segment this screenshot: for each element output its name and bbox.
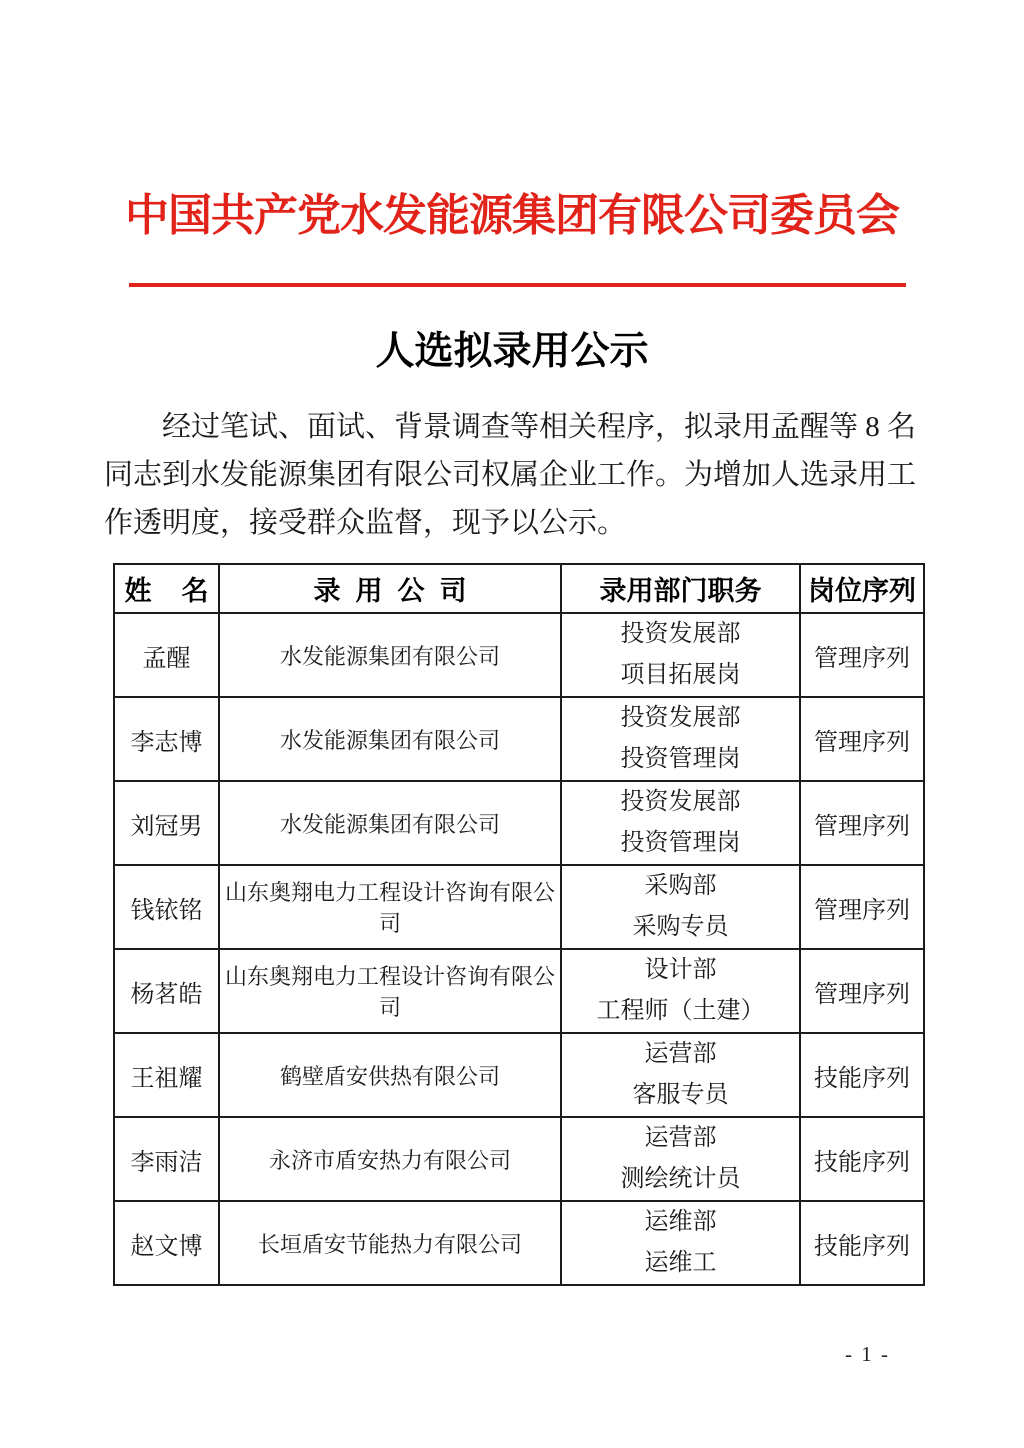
cell-dept-position xyxy=(561,949,800,1033)
cell-sequence: 管理序列 xyxy=(800,697,924,781)
cell-company: 水发能源集团有限公司 xyxy=(219,781,561,865)
cell-name: 刘冠男 xyxy=(114,781,219,865)
table-header-row xyxy=(114,564,924,613)
table-row xyxy=(114,1201,924,1285)
header-dept-position: 录用部门职务 xyxy=(561,564,800,613)
position-name: 客服专员 xyxy=(632,1082,729,1108)
cell-name: 李志博 xyxy=(114,697,219,781)
cell-company: 水发能源集团有限公司 xyxy=(219,697,561,781)
cell-company: 鹤壁盾安供热有限公司 xyxy=(219,1033,561,1117)
position-name: 运维工 xyxy=(644,1250,717,1276)
cell-sequence: 管理序列 xyxy=(800,949,924,1033)
table-row xyxy=(114,949,924,1033)
intro-line: 作透明度，接受群众监督，现予以公示。 xyxy=(104,507,627,539)
cell-sequence: 技能序列 xyxy=(800,1117,924,1201)
header-company: 录 用 公 司 xyxy=(219,564,561,613)
position-name: 投资管理岗 xyxy=(620,746,741,772)
table-row xyxy=(114,781,924,865)
cell-dept-position xyxy=(561,1201,800,1285)
doc-title: 人选拟录用公示 xyxy=(375,330,649,373)
position-name: 工程师（土建） xyxy=(596,998,765,1024)
cell-sequence: 技能序列 xyxy=(800,1033,924,1117)
table-row xyxy=(114,697,924,781)
cell-name: 孟醒 xyxy=(114,613,219,697)
table-row xyxy=(114,865,924,949)
intro-line: 经过笔试、面试、背景调查等相关程序，拟录用孟醒等 8 名 xyxy=(162,411,917,443)
org-title: 中国共产党水发能源集团有限公司委员会 xyxy=(125,191,899,240)
cell-sequence: 管理序列 xyxy=(800,613,924,697)
cell-dept-position xyxy=(561,613,800,697)
position-name: 投资管理岗 xyxy=(620,830,741,856)
cell-sequence: 管理序列 xyxy=(800,781,924,865)
dept-name: 运营部 xyxy=(644,1125,717,1151)
cell-dept-position xyxy=(561,697,800,781)
dept-name: 投资发展部 xyxy=(620,789,741,815)
cell-company: 山东奥翔电力工程设计咨询有限公司 xyxy=(219,949,561,1033)
dept-name: 运维部 xyxy=(644,1209,717,1235)
cell-dept-position xyxy=(561,1033,800,1117)
cell-dept-position xyxy=(561,1117,800,1201)
page-number: - 1 - xyxy=(845,1342,890,1366)
dept-name: 运营部 xyxy=(644,1041,717,1067)
table-row xyxy=(114,613,924,697)
intro-line: 同志到水发能源集团有限公司权属企业工作。为增加人选录用工 xyxy=(104,459,917,491)
dept-name: 设计部 xyxy=(644,957,717,983)
header-divider-rule xyxy=(129,283,906,287)
cell-company: 水发能源集团有限公司 xyxy=(219,613,561,697)
cell-company: 山东奥翔电力工程设计咨询有限公司 xyxy=(219,865,561,949)
table-body xyxy=(114,613,924,1285)
header-name: 姓 名 xyxy=(114,564,219,613)
intro-paragraph xyxy=(104,403,917,547)
cell-sequence: 管理序列 xyxy=(800,865,924,949)
cell-name: 杨茗皓 xyxy=(114,949,219,1033)
cell-sequence: 技能序列 xyxy=(800,1201,924,1285)
position-name: 采购专员 xyxy=(632,914,729,940)
position-name: 测绘统计员 xyxy=(620,1166,741,1192)
dept-name: 采购部 xyxy=(644,873,717,899)
table-head xyxy=(114,564,924,613)
position-name: 项目拓展岗 xyxy=(620,662,741,688)
cell-name: 李雨洁 xyxy=(114,1117,219,1201)
hiring-table xyxy=(113,563,925,1286)
dept-name: 投资发展部 xyxy=(620,621,741,647)
cell-dept-position xyxy=(561,781,800,865)
cell-name: 王祖耀 xyxy=(114,1033,219,1117)
cell-name: 赵文博 xyxy=(114,1201,219,1285)
table-row xyxy=(114,1117,924,1201)
table-row xyxy=(114,1033,924,1117)
dept-name: 投资发展部 xyxy=(620,705,741,731)
cell-dept-position xyxy=(561,865,800,949)
cell-name: 钱铱铭 xyxy=(114,865,219,949)
cell-company: 长垣盾安节能热力有限公司 xyxy=(219,1201,561,1285)
cell-company: 永济市盾安热力有限公司 xyxy=(219,1117,561,1201)
header-sequence: 岗位序列 xyxy=(800,564,924,613)
